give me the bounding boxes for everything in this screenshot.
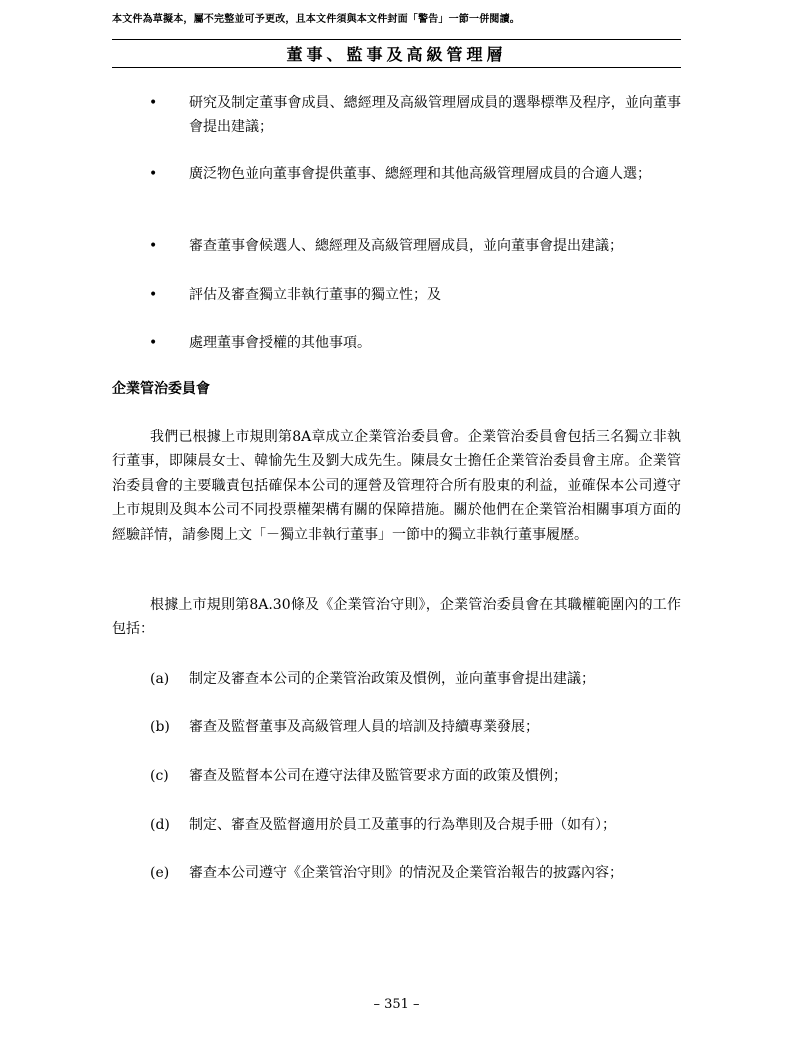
bullet-text: 處理董事會授權的其他事項。 (189, 335, 371, 351)
duty-marker: (c) (150, 768, 169, 784)
duty-text: 制定、審查及監督適用於員工及董事的行為準則及合規手冊（如有）； (189, 817, 616, 833)
bullet-text: 研究及制定董事會成員、總經理及高級管理層成員的選舉標準及程序，並向董事會提出建議； (189, 95, 681, 135)
bullet-text: 評估及審查獨立非執行董事的獨立性；及 (189, 287, 441, 303)
duties-intro-paragraph: 根據上市規則第8A.30條及《企業管治守則》，企業管治委員會在其職權範圍內的工作包括： (112, 597, 681, 638)
bullet-marker: • (149, 287, 158, 303)
duty-text: 制定及審查本公司的企業管治政策及慣例，並向董事會提出建議； (189, 671, 595, 687)
duty-marker: (d) (150, 817, 170, 833)
duty-text: 審查及監督本公司在遵守法律及監管要求方面的政策及慣例； (189, 768, 567, 784)
header-rule-bottom (112, 67, 681, 68)
bullet-marker: • (149, 95, 158, 111)
bullet-text: 審查董事會候選人、總經理及高級管理層成員，並向董事會提出建議； (189, 238, 623, 254)
draft-disclaimer: 本文件為草擬本，屬不完整並可予更改，且本文件須與本文件封面「警告」一節一併閱讀。 (112, 14, 520, 25)
bullet-text: 廣泛物色並向董事會提供董事、總經理和其他高級管理層成員的合適人選； (189, 166, 651, 182)
bullet-marker: • (149, 238, 158, 254)
committee-paragraph: 我們已根據上市規則第8A章成立企業管治委員會。企業管治委員會包括三名獨立非執行董事，即陳晨女士、韓愉先生及劉大成先生。陳晨女士擔任企業管治委員會主席。企業管治委員會的主要職責包括確保本公司的運營及管理符合所有股東的利益，並確保本公司遵守上市規則及與本公司不同投票權架構有關的保障措施。關於他們在企業管治相關事項方面的經驗詳情，請參閱上文「－獨立非執行董事」一節中的獨立非執行董事履歷。 (112, 429, 681, 543)
bullet-marker: • (149, 166, 158, 182)
duty-marker: (b) (150, 719, 170, 735)
header-rule-top (112, 39, 681, 40)
section-title: 董事、監事及高級管理層 (286, 45, 507, 64)
duty-marker: (a) (150, 671, 170, 687)
duty-text: 審查及監督董事及高級管理人員的培訓及持續專業發展； (189, 719, 539, 735)
duty-text: 審查本公司遵守《企業管治守則》的情況及企業管治報告的披露內容； (189, 865, 623, 881)
duty-marker: (e) (150, 865, 170, 881)
subheading-corporate-governance-committee: 企業管治委員會 (112, 381, 210, 397)
bullet-marker: • (149, 335, 158, 351)
page-number: – 351 – (373, 997, 420, 1012)
